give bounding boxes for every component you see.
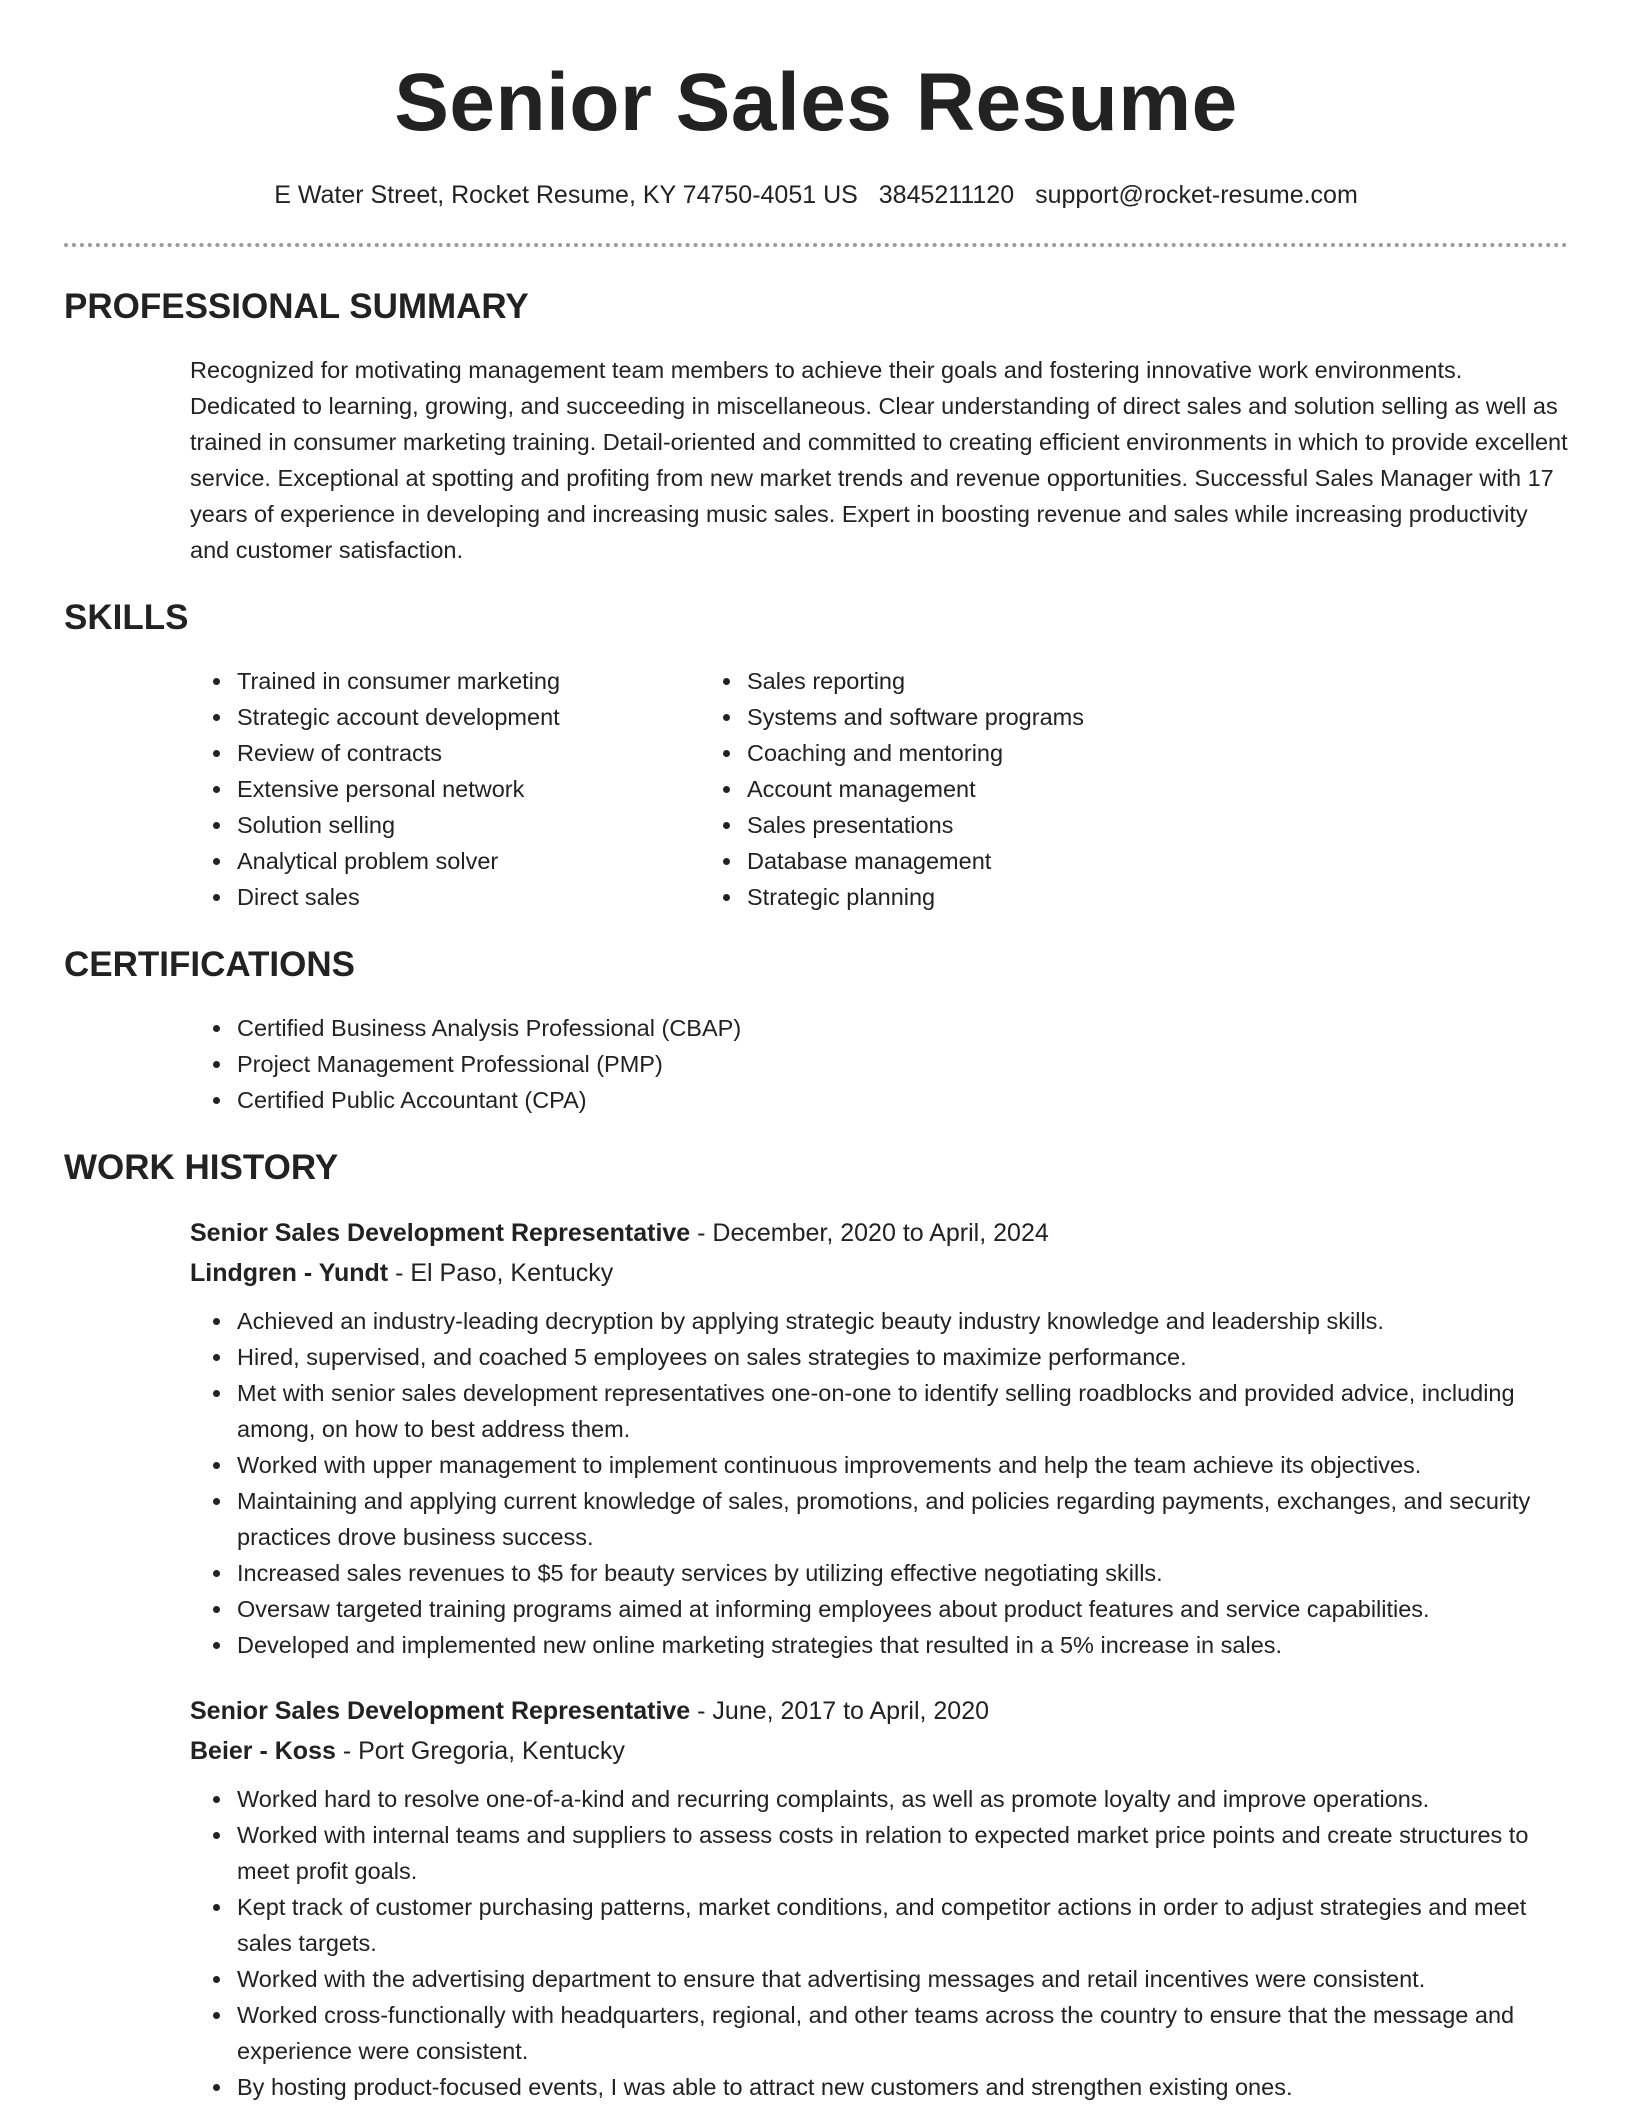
contact-email: support@rocket-resume.com — [1035, 181, 1358, 209]
job-bullet: • Developed and implemented new online marketing strategies that resulted in a 5% increase in sales. — [234, 1627, 1568, 1663]
job-entry — [64, 1213, 1568, 1663]
job-bullet: • Worked with internal teams and suppliers to assess costs in relation to expected market price points and create structures to meet profit goals. — [234, 1817, 1568, 1889]
skill-item: • Direct sales — [234, 879, 744, 915]
job-bullet: • Increased sales revenues to $5 for beauty services by utilizing effective negotiating skills. — [234, 1555, 1568, 1591]
job-bullet: • Met with senior sales development representatives one-on-one to identify selling roadblocks and provided advice, including among, on how to best address them. — [234, 1375, 1568, 1447]
skill-item: • Strategic account development — [234, 699, 744, 735]
section-title-work-history: WORK HISTORY — [64, 1148, 339, 1187]
job-company: Lindgren - Yundt — [190, 1259, 389, 1287]
job-location: - El Paso, Kentucky — [388, 1259, 614, 1287]
contact-address: E Water Street, Rocket Resume, KY 74750-4051 US — [274, 181, 858, 209]
job-role-line — [190, 1691, 1568, 1731]
job-bullet: • Worked cross-functionally with headquarters, regional, and other teams across the country to ensure that the message and experience were consistent. — [234, 1997, 1568, 2069]
skill-item: • Extensive personal network — [234, 771, 744, 807]
job-bullet: • Hired, supervised, and coached 5 employees on sales strategies to maximize performance. — [234, 1339, 1568, 1375]
job-bullet: • Worked hard to resolve one-of-a-kind and recurring complaints, as well as promote loyalty and improve operations. — [234, 1781, 1568, 1817]
job-dates: - December, 2020 to April, 2024 — [690, 1219, 1049, 1247]
job-bullet: • Oversaw targeted training programs aimed at informing employees about product features and service capabilities. — [234, 1591, 1568, 1627]
summary-text: Recognized for motivating management team members to achieve their goals and fostering innovative work environments. Dedicated to learning, growing, and succeeding in miscellaneous. Clear understanding of direct sales and solution selling as well as trained in consumer marketing training. Detail-oriented and committed to creating efficient environments in which to provide excellent service. Exceptional at spotting and profiting from new market trends and revenue opportunities. Successful Sales Manager with 17 years of experience in developing and increasing music sales. Expert in boosting revenue and sales while increasing productivity and customer satisfaction. — [190, 357, 1568, 563]
contact-line — [64, 179, 1568, 211]
section-title-skills: SKILLS — [64, 598, 189, 637]
skill-item: • Account management — [744, 771, 1084, 807]
certification-item: • Project Management Professional (PMP) — [234, 1046, 1568, 1082]
certification-item: • Certified Public Accountant (CPA) — [234, 1082, 1568, 1118]
job-bullet: • Worked with the advertising department to ensure that advertising messages and retail incentives were consistent. — [234, 1961, 1568, 1997]
header-divider — [64, 243, 1568, 247]
skill-item: • Analytical problem solver — [234, 843, 744, 879]
job-bullet: • By hosting product-focused events, I was able to attract new customers and strengthen existing ones. — [234, 2069, 1568, 2105]
job-company: Beier - Koss — [190, 1737, 336, 1765]
job-company-line — [190, 1731, 1568, 1771]
resume-page — [64, 0, 1568, 2105]
section-title-certifications: CERTIFICATIONS — [64, 945, 356, 984]
job-bullet: • Worked with upper management to implement continuous improvements and help the team achieve its objectives. — [234, 1447, 1568, 1483]
job-bullet: • Maintaining and applying current knowledge of sales, promotions, and policies regarding payments, exchanges, and security practices drove business success. — [234, 1483, 1568, 1555]
job-bullets — [64, 1781, 1568, 2105]
contact-phone: 3845211120 — [878, 181, 1015, 209]
job-dates: - June, 2017 to April, 2020 — [690, 1697, 990, 1725]
job-location: - Port Gregoria, Kentucky — [335, 1737, 625, 1765]
job-role: Senior Sales Development Representative — [190, 1697, 691, 1725]
job-entry — [64, 1691, 1568, 2105]
skill-item: • Review of contracts — [234, 735, 744, 771]
skill-item: • Coaching and mentoring — [744, 735, 1084, 771]
job-company-line — [190, 1253, 1568, 1293]
certification-item: • Certified Business Analysis Professional (CBAP) — [234, 1010, 1568, 1046]
section-title-summary: PROFESSIONAL SUMMARY — [64, 287, 529, 326]
job-role: Senior Sales Development Representative — [190, 1219, 691, 1247]
skill-item: • Sales reporting — [744, 663, 1084, 699]
job-bullet: • Achieved an industry-leading decryption by applying strategic beauty industry knowledge and leadership skills. — [234, 1303, 1568, 1339]
job-role-line — [190, 1213, 1568, 1253]
skill-item: • Systems and software programs — [744, 699, 1084, 735]
resume-title: Senior Sales Resume — [394, 57, 1238, 148]
job-bullet: • Kept track of customer purchasing patterns, market conditions, and competitor actions in order to adjust strategies and meet sales targets. — [234, 1889, 1568, 1961]
skills-list — [64, 663, 1568, 915]
skills-column-1 — [64, 663, 744, 915]
job-bullets — [64, 1303, 1568, 1663]
skill-item: • Solution selling — [234, 807, 744, 843]
skill-item: • Trained in consumer marketing — [234, 663, 744, 699]
skill-item: • Sales presentations — [744, 807, 1084, 843]
skills-column-2 — [744, 663, 1084, 915]
certifications-list — [64, 1010, 1568, 1118]
skill-item: • Strategic planning — [744, 879, 1084, 915]
skill-item: • Database management — [744, 843, 1084, 879]
